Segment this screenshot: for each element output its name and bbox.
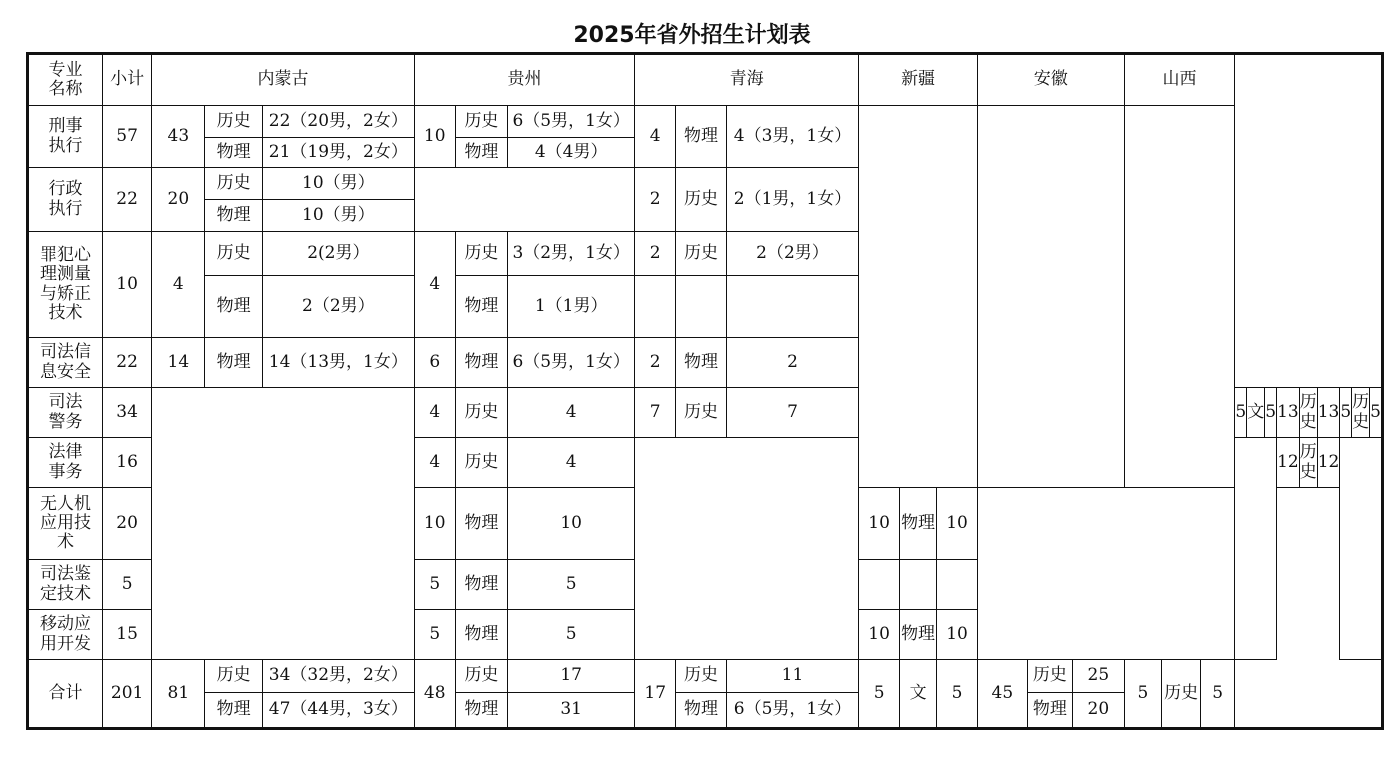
guizhou-value: 6（5男，1女）: [508, 338, 635, 388]
neimenggu-total: 4: [152, 232, 205, 338]
neimenggu-total: 20: [152, 168, 205, 232]
qinghai-subject: 物理: [676, 693, 727, 729]
qinghai-value: 6（5男，1女）: [726, 693, 858, 729]
major-subtotal: 20: [102, 488, 151, 560]
neimenggu-subject: 物理: [205, 138, 263, 168]
guizhou-total: 10: [414, 488, 455, 560]
xinjiang-value: 5: [1265, 388, 1277, 438]
guizhou-value: 4: [508, 438, 635, 488]
guizhou-subject: 物理: [455, 488, 507, 560]
neimenggu-value: 2(2男）: [262, 232, 414, 276]
guizhou-total: 4: [414, 438, 455, 488]
shanxi-total: 5: [1340, 388, 1352, 438]
anhui-empty-cell: [937, 560, 978, 610]
neimenggu-empty-block: [152, 388, 414, 660]
guizhou-value: 31: [508, 693, 635, 729]
major-name: 移动应 用开发: [28, 610, 103, 660]
major-subtotal: 22: [102, 168, 151, 232]
total-label: 合计: [28, 660, 103, 729]
anhui-total: 13: [1277, 388, 1300, 438]
neimenggu-subject: 历史: [205, 660, 263, 693]
page-title: 2025年省外招生计划表: [573, 23, 811, 48]
guizhou-subject: 物理: [455, 338, 507, 388]
neimenggu-total: 14: [152, 338, 205, 388]
qinghai-total: 17: [635, 660, 676, 729]
guizhou-value: 1（1男）: [508, 276, 635, 338]
qinghai-total: 2: [635, 232, 676, 276]
major-subtotal: 34: [102, 388, 151, 438]
shanxi-value: 5: [1200, 660, 1234, 729]
qinghai-value: 2（1男，1女）: [726, 168, 858, 232]
major-subtotal: 57: [102, 106, 151, 168]
major-name: 行政 执行: [28, 168, 103, 232]
xinjiang-value: 5: [937, 660, 978, 729]
guizhou-total: 48: [414, 660, 455, 729]
anhui-subject: 历史: [1299, 388, 1317, 438]
qinghai-value: 2: [726, 338, 858, 388]
anhui-total: 45: [978, 660, 1028, 729]
anhui-total: 10: [859, 610, 900, 660]
major-name: 司法 警务: [28, 388, 103, 438]
qinghai-subject: 历史: [676, 232, 727, 276]
anhui-subject: 历史: [1299, 438, 1317, 488]
anhui-empty-cell: [900, 560, 937, 610]
header-province-guizhou: 贵州: [414, 54, 634, 106]
guizhou-total: 4: [414, 388, 455, 438]
anhui-value: 10: [937, 610, 978, 660]
major-name: 无人机 应用技 术: [28, 488, 103, 560]
header-province-anhui: 安徽: [978, 54, 1124, 106]
qinghai-value: 2（2男）: [726, 232, 858, 276]
guizhou-subject: 物理: [455, 138, 507, 168]
major-name: 刑事 执行: [28, 106, 103, 168]
neimenggu-subject: 历史: [205, 106, 263, 138]
qinghai-empty-cell: [726, 276, 858, 338]
qinghai-value: 4（3男，1女）: [726, 106, 858, 168]
shanxi-subject: 历史: [1352, 388, 1370, 438]
guizhou-subject: 历史: [455, 106, 507, 138]
guizhou-subject: 物理: [455, 560, 507, 610]
header-province-qinghai: 青海: [635, 54, 859, 106]
neimenggu-value: 14（13男，1女）: [262, 338, 414, 388]
xinjiang-empty-block: [859, 106, 978, 488]
neimenggu-value: 10（男）: [262, 200, 414, 232]
xinjiang-subject: 文: [900, 660, 937, 729]
major-subtotal: 15: [102, 610, 151, 660]
neimenggu-value: 10（男）: [262, 168, 414, 200]
anhui-subject: 物理: [1027, 693, 1073, 729]
guizhou-subject: 历史: [455, 438, 507, 488]
anhui-subject: 物理: [900, 610, 937, 660]
major-name: 罪犯心 理测量 与矫正 技术: [28, 232, 103, 338]
neimenggu-subject: 历史: [205, 232, 263, 276]
anhui-value: 20: [1073, 693, 1124, 729]
shanxi-empty-block: [1340, 438, 1383, 660]
neimenggu-value: 2（2男）: [262, 276, 414, 338]
header-province-shanxi: 山西: [1124, 54, 1235, 106]
header-province-xinjiang: 新疆: [859, 54, 978, 106]
neimenggu-total: 43: [152, 106, 205, 168]
anhui-value: 25: [1073, 660, 1124, 693]
qinghai-value: 7: [726, 388, 858, 438]
shanxi-subject: 历史: [1162, 660, 1201, 729]
guizhou-subject: 历史: [455, 660, 507, 693]
major-name: 司法信 息安全: [28, 338, 103, 388]
table-row: [28, 106, 1383, 138]
qinghai-total: 7: [635, 388, 676, 438]
xinjiang-total: 5: [859, 660, 900, 729]
guizhou-total: 5: [414, 610, 455, 660]
qinghai-total: 2: [635, 338, 676, 388]
guizhou-value: 10: [508, 488, 635, 560]
guizhou-value: 5: [508, 610, 635, 660]
xinjiang-empty-block: [1235, 438, 1277, 660]
qinghai-subject: 物理: [676, 106, 727, 168]
neimenggu-value: 34（32男，2女）: [262, 660, 414, 693]
neimenggu-subject: 历史: [205, 168, 263, 200]
qinghai-total: 2: [635, 168, 676, 232]
anhui-empty-cell: [859, 560, 900, 610]
qinghai-subject: 历史: [676, 660, 727, 693]
major-subtotal: 5: [102, 560, 151, 610]
major-name: 司法鉴 定技术: [28, 560, 103, 610]
shanxi-total: 5: [1124, 660, 1162, 729]
anhui-subject: 历史: [1027, 660, 1073, 693]
neimenggu-value: 47（44男，3女）: [262, 693, 414, 729]
guizhou-value: 17: [508, 660, 635, 693]
guizhou-value: 4（4男）: [508, 138, 635, 168]
neimenggu-value: 22（20男，2女）: [262, 106, 414, 138]
guizhou-total: 5: [414, 560, 455, 610]
guizhou-total: 4: [414, 232, 455, 338]
neimenggu-subject: 物理: [205, 693, 263, 729]
neimenggu-value: 21（19男，2女）: [262, 138, 414, 168]
header-province-neimenggu: 内蒙古: [152, 54, 414, 106]
qinghai-value: 11: [726, 660, 858, 693]
guizhou-subject: 物理: [455, 693, 507, 729]
guizhou-empty: [414, 168, 634, 232]
guizhou-total: 6: [414, 338, 455, 388]
guizhou-value: 4: [508, 388, 635, 438]
guizhou-subject: 物理: [455, 610, 507, 660]
xinjiang-total: 5: [1235, 388, 1247, 438]
guizhou-subject: 物理: [455, 276, 507, 338]
anhui-value: 10: [937, 488, 978, 560]
qinghai-subject: 物理: [676, 338, 727, 388]
total-row: [28, 660, 1383, 693]
anhui-value: 13: [1317, 388, 1340, 438]
guizhou-value: 3（2男，1女）: [508, 232, 635, 276]
anhui-total: 10: [859, 488, 900, 560]
qinghai-subject: 历史: [676, 168, 727, 232]
grand-total: 201: [102, 660, 151, 729]
enrollment-plan-table: [26, 52, 1384, 730]
guizhou-value: 6（5男，1女）: [508, 106, 635, 138]
qinghai-empty-cell: [676, 276, 727, 338]
qinghai-total: 4: [635, 106, 676, 168]
guizhou-total: 10: [414, 106, 455, 168]
guizhou-subject: 历史: [455, 232, 507, 276]
major-subtotal: 16: [102, 438, 151, 488]
shanxi-empty-block: [1124, 106, 1235, 488]
major-name: 法律 事务: [28, 438, 103, 488]
qinghai-empty-block: [635, 438, 859, 660]
neimenggu-subject: 物理: [205, 200, 263, 232]
neimenggu-total: 81: [152, 660, 205, 729]
xinjiang-subject: 文: [1247, 388, 1265, 438]
anhui-empty-block: [978, 106, 1124, 488]
neimenggu-subject: 物理: [205, 276, 263, 338]
header-row: [28, 54, 1383, 106]
anhui-subject: 物理: [900, 488, 937, 560]
guizhou-value: 5: [508, 560, 635, 610]
header-subtotal: 小计: [102, 54, 151, 106]
header-major: 专业 名称: [28, 54, 103, 106]
qinghai-subject: 历史: [676, 388, 727, 438]
guizhou-subject: 历史: [455, 388, 507, 438]
qinghai-empty-cell: [635, 276, 676, 338]
anhui-total: 12: [1277, 438, 1300, 488]
major-subtotal: 22: [102, 338, 151, 388]
neimenggu-subject: 物理: [205, 338, 263, 388]
shanxi-value: 5: [1370, 388, 1383, 438]
major-subtotal: 10: [102, 232, 151, 338]
anhui-value: 12: [1317, 438, 1340, 488]
